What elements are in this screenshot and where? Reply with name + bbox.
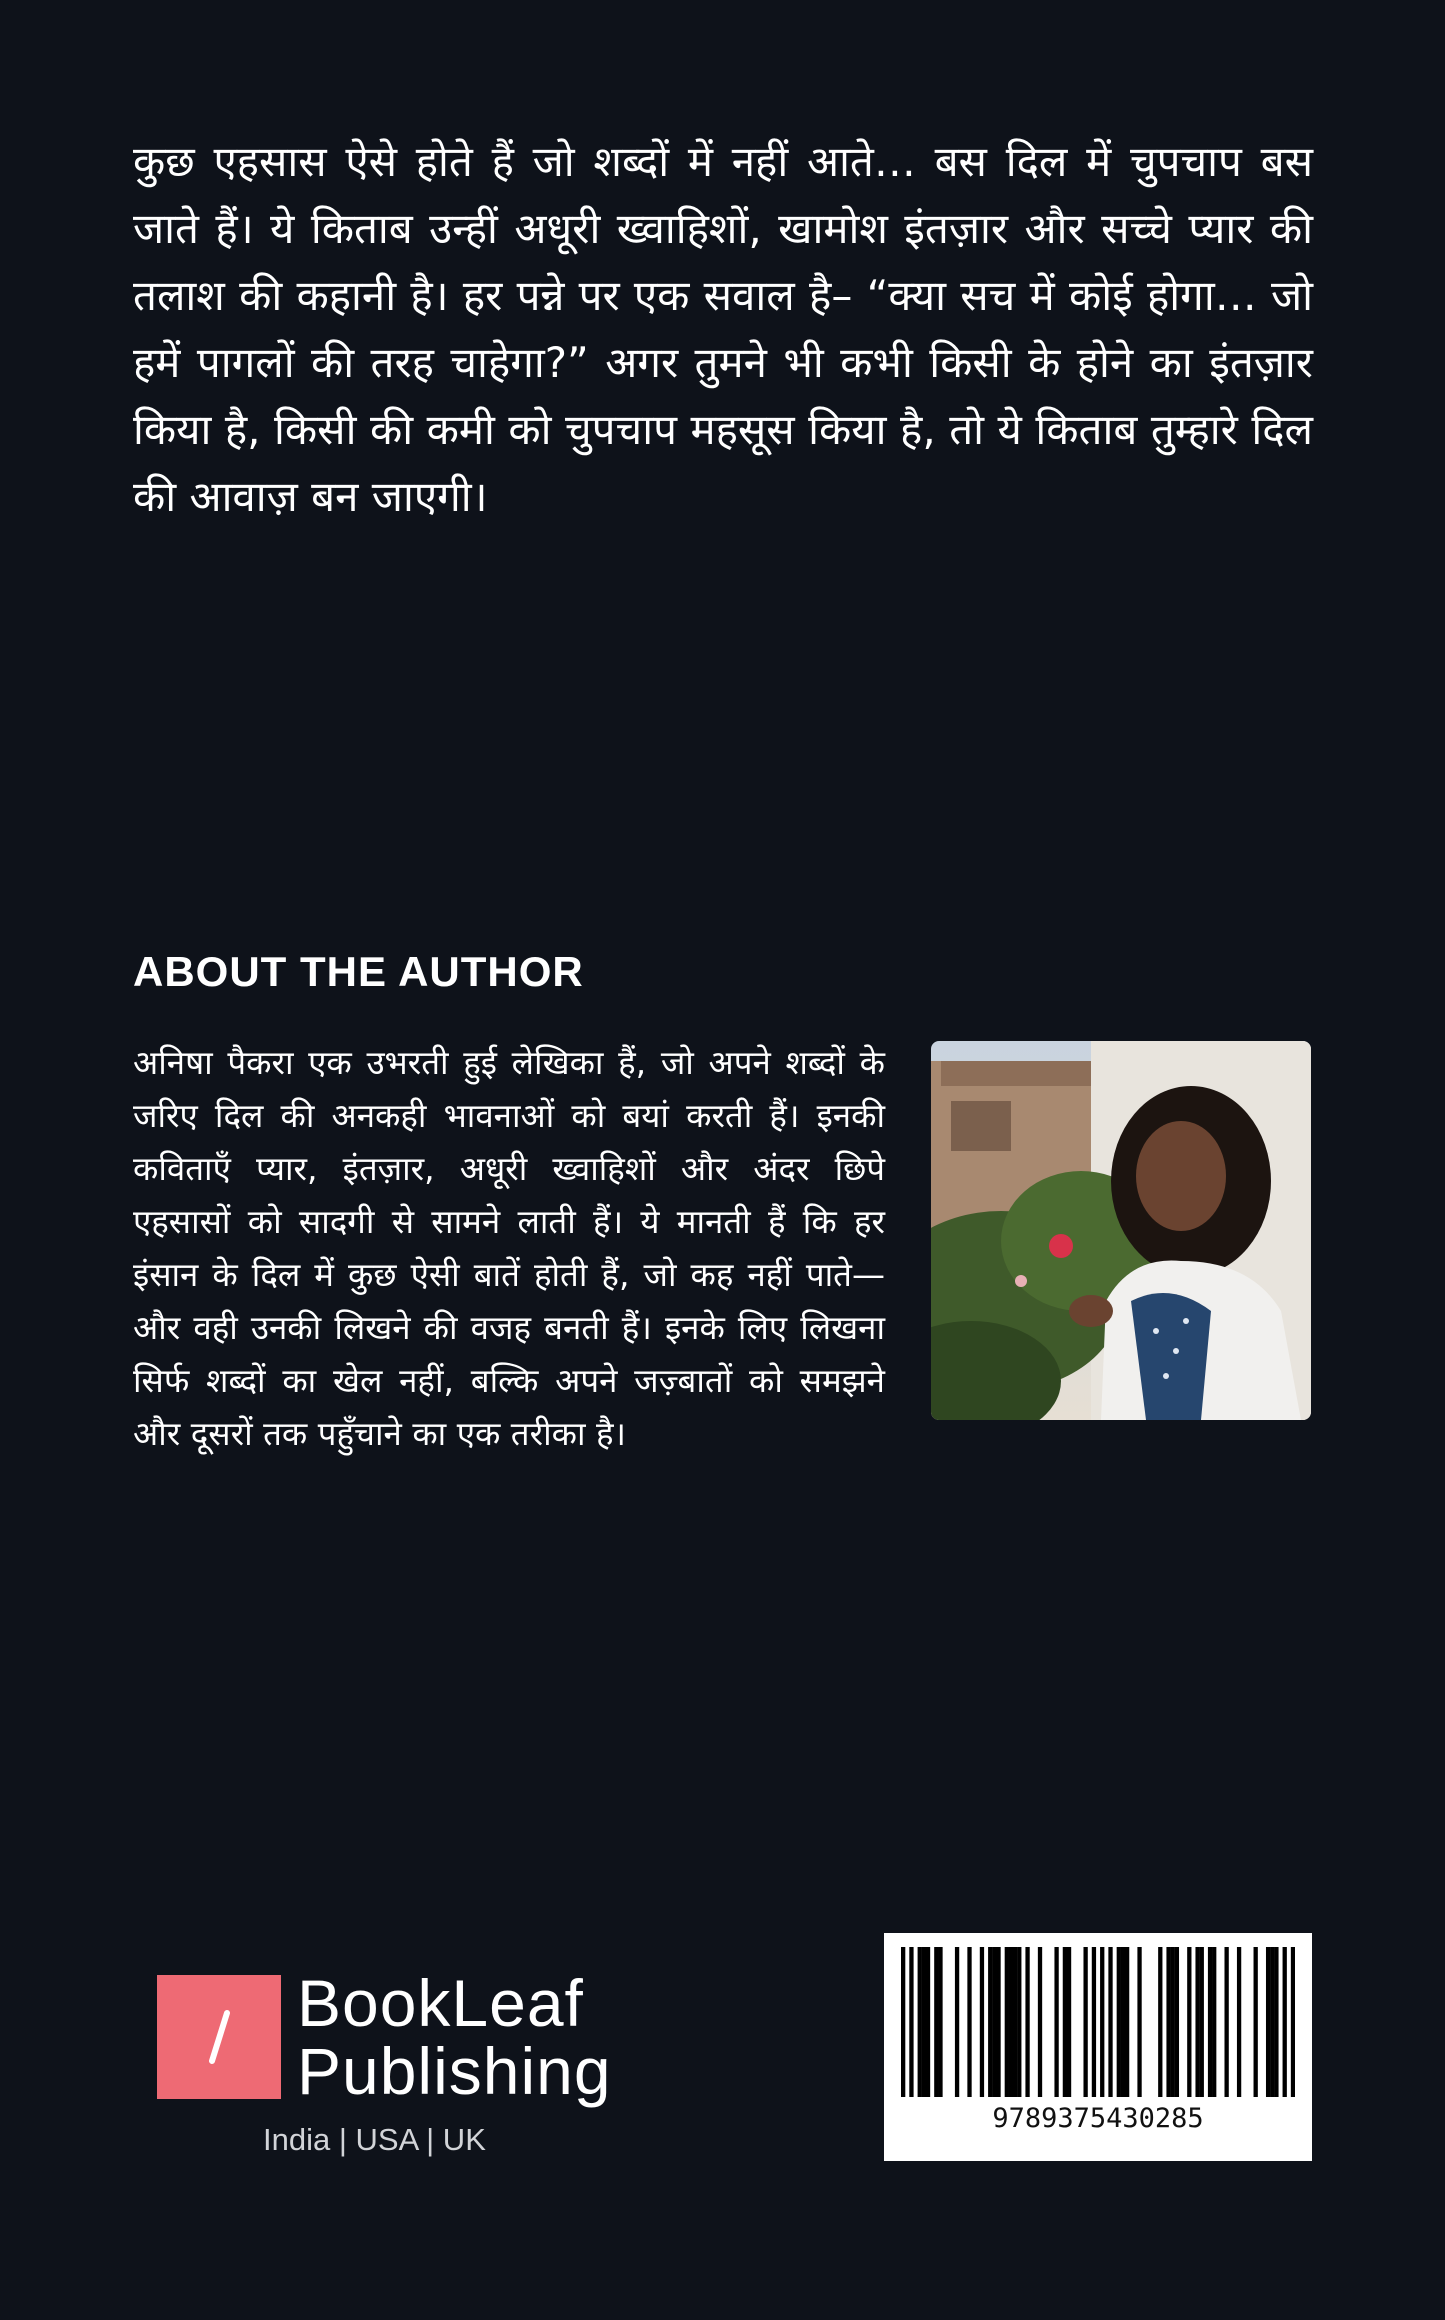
barcode-bar: [909, 1947, 913, 2097]
barcode-bar: [996, 1947, 1000, 2097]
barcode-bar: [1100, 1947, 1104, 2097]
barcode-bar: [1125, 1947, 1129, 2097]
barcode-bar: [1187, 1947, 1191, 2097]
barcode-bar: [1025, 1947, 1029, 2097]
barcode-bar: [1117, 1947, 1121, 2097]
barcode-bar: [1108, 1947, 1112, 2097]
barcode-bar: [1013, 1947, 1017, 2097]
barcode-bar: [1158, 1947, 1162, 2097]
about-author-heading: ABOUT THE AUTHOR: [133, 948, 584, 995]
barcode-bar: [1054, 1947, 1058, 2097]
barcode-bar: [918, 1947, 922, 2097]
barcode-bar: [1212, 1947, 1216, 2097]
barcode-bar: [1254, 1947, 1258, 2097]
barcode-bar: [926, 1947, 930, 2097]
barcode-bar: [1083, 1947, 1087, 2097]
barcode-bar: [1291, 1947, 1295, 2097]
barcode-bar: [1266, 1947, 1270, 2097]
barcode-bars: [901, 1947, 1295, 2097]
barcode-bar: [955, 1947, 959, 2097]
barcode-bar: [1137, 1947, 1141, 2097]
barcode-bar: [1283, 1947, 1287, 2097]
isbn-number: 9789375430285: [992, 2103, 1204, 2134]
barcode-bar: [1017, 1947, 1021, 2097]
barcode-bar: [1200, 1947, 1204, 2097]
barcode-bar: [967, 1947, 971, 2097]
barcode-bar: [992, 1947, 996, 2097]
author-bio: अनिषा पैकरा एक उभरती हुई लेखिका हैं, जो अपने शब्दों के जरिए दिल की अनकही भावनाओं को बयां करती हैं। इनकी कविताएँ प्यार, इंतज़ार, अधूरी ख्वाहिशों और अंदर छिपे एहसासों को सादगी से सामने लाती हैं। ये मानती हैं कि हर इंसान के दिल में कुछ ऐसी बातें होती हैं, जो कह नहीं पाते—और वही उनकी लिखने की वजह बनती हैं। इनके लिए लिखना सिर्फ शब्दों का खेल नहीं, बल्कि अपने जज़्बातों को समझने और दूसरों तक पहुँचाने का एक तरीका है।: [133, 1043, 885, 1453]
publisher-logo: [157, 1966, 617, 2172]
barcode-bar: [1038, 1947, 1042, 2097]
author-photo: [931, 1041, 1311, 1420]
isbn-barcode: [884, 1933, 1312, 2161]
barcode-bar: [1195, 1947, 1199, 2097]
barcode-bar: [1005, 1947, 1009, 2097]
barcode-bar: [1224, 1947, 1228, 2097]
barcode-bar: [1270, 1947, 1274, 2097]
barcode-bar: [1009, 1947, 1013, 2097]
publisher-regions: India | USA | UK: [263, 2122, 486, 2157]
barcode-bar: [1092, 1947, 1096, 2097]
publisher-name-line1: BookLeaf: [297, 1966, 584, 2040]
barcode-bar: [901, 1947, 905, 2097]
barcode-bar: [980, 1947, 984, 2097]
barcode-bar: [988, 1947, 992, 2097]
barcode-bar: [922, 1947, 926, 2097]
barcode-bar: [1067, 1947, 1071, 2097]
barcode-bar: [1121, 1947, 1125, 2097]
barcode-bar: [1175, 1947, 1179, 2097]
barcode-bar: [1208, 1947, 1212, 2097]
publisher-name-line2: Publishing: [297, 2034, 612, 2108]
barcode-bar: [1171, 1947, 1175, 2097]
barcode-bar: [1166, 1947, 1170, 2097]
back-cover-blurb: कुछ एहसास ऐसे होते हैं जो शब्दों में नहीं आते… बस दिल में चुपचाप बस जाते हैं। ये किताब उन्हीं अधूरी ख्वाहिशों, खामोश इंतज़ार और सच्चे प्यार की तलाश की कहानी है। हर पन्ने पर एक सवाल है– “क्या सच में कोई होगा… जो हमें पागलों की तरह चाहेगा?” अगर तुमने भी कभी किसी के होने का इंतज़ार किया है, किसी की कमी को चुपचाप महसूस किया है, तो ये किताब तुम्हारे दिल की आवाज़ बन जाएगी।: [133, 137, 1313, 521]
barcode-bar: [1063, 1947, 1067, 2097]
slash-logo-icon: [157, 1975, 281, 2099]
barcode-bar: [1274, 1947, 1278, 2097]
barcode-bar: [938, 1947, 942, 2097]
barcode-bar: [934, 1947, 938, 2097]
barcode-bar: [1237, 1947, 1241, 2097]
